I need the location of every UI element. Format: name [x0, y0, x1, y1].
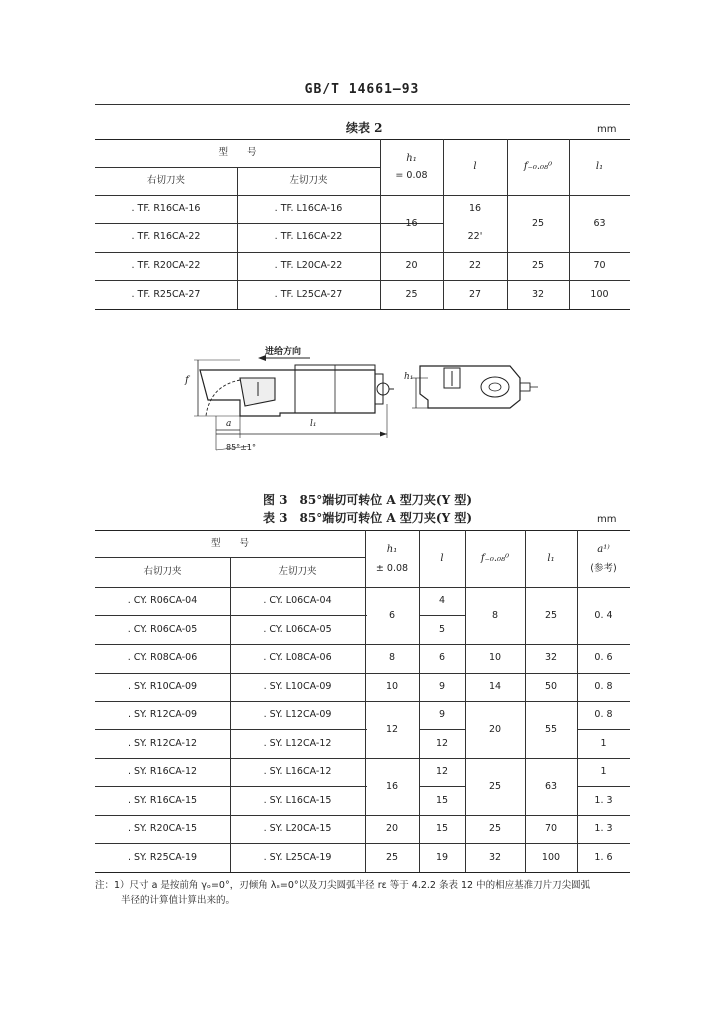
t3-row-left: . CY. L06CA-05	[263, 624, 332, 635]
table2-caption: 续表 2	[346, 121, 383, 135]
standard-header: GB/T 14661—93	[304, 82, 420, 97]
t3-header-h1: h₁	[386, 544, 398, 555]
footnote-line-2: 半径的计算值计算出来的。	[121, 895, 236, 906]
t3-header-ref: (参考)	[590, 563, 617, 574]
t2-row-left: . TF. L20CA-22	[274, 260, 343, 271]
t3-cell-a: 0. 6	[594, 652, 613, 663]
t2-row-left: . TF. L16CA-16	[274, 203, 343, 214]
t3-cell-l: 12	[435, 738, 449, 749]
t3-cell-f: 14	[488, 681, 502, 692]
t2-cell-f: 25	[531, 218, 545, 229]
t3-cell-f: 32	[488, 852, 502, 863]
t2-row-right: . TF. R16CA-22	[131, 231, 201, 242]
t3-cell-f: 8	[491, 610, 499, 621]
h1-label: h₁	[404, 372, 414, 382]
holder-end-view	[420, 366, 520, 408]
t2-cell-l1: 63	[593, 218, 606, 229]
t3-cell-l1: 70	[544, 823, 558, 834]
table3-caption: 表 3 85°端切可转位 A 型刀夹(Y 型)	[263, 511, 472, 525]
t2-header-h1-tol: = 0.08	[395, 170, 428, 181]
t3-cell-l1: 55	[544, 724, 558, 735]
t3-cell-l: 15	[435, 795, 449, 806]
t3-header-right: 右切刀夹	[143, 566, 182, 577]
t2-header-f: f₋₀.₀₈⁰	[523, 161, 553, 172]
t3-header-l1: l₁	[547, 553, 555, 564]
t2-row-left: . TF. L25CA-27	[274, 289, 343, 300]
t2-cell-h1: 20	[405, 260, 418, 271]
t2-header-right: 右切刀夹	[146, 175, 185, 186]
t3-cell-h1: 6	[388, 610, 396, 621]
t2-cell-l1: 70	[593, 260, 606, 271]
t2-cell-l: 22	[468, 260, 482, 271]
feed-direction-label: 进给方向	[265, 347, 302, 357]
t3-cell-l1: 50	[544, 681, 558, 692]
t3-cell-f: 25	[488, 823, 502, 834]
t3-row-left: . SY. L12CA-12	[263, 738, 332, 749]
t3-cell-l: 12	[435, 766, 449, 777]
t3-row-left: . SY. L25CA-19	[263, 852, 332, 863]
t3-row-right: . SY. R20CA-15	[127, 823, 198, 834]
t3-cell-a: 1	[600, 738, 607, 749]
holder-body	[200, 370, 375, 416]
t2-row-right: . TF. R25CA-27	[131, 289, 201, 300]
t3-cell-l1: 32	[544, 652, 558, 663]
t3-cell-l: 5	[438, 624, 446, 635]
t3-row-right: . SY. R25CA-19	[127, 852, 198, 863]
t3-cell-l: 9	[438, 681, 446, 692]
t3-cell-a: 1. 3	[594, 795, 613, 806]
t2-cell-f: 25	[531, 260, 545, 271]
t3-cell-h1: 10	[385, 681, 399, 692]
table2-unit: mm	[597, 124, 617, 135]
t3-row-left: . SY. L10CA-09	[263, 681, 332, 692]
t3-cell-h1: 16	[385, 781, 399, 792]
t3-cell-a: 0. 4	[594, 610, 613, 621]
t3-header-l: l	[440, 553, 444, 564]
t3-header-left: 左切刀夹	[278, 566, 317, 577]
a-label: a	[226, 419, 232, 429]
t3-cell-h1: 20	[385, 823, 399, 834]
t2-cell-f: 32	[531, 289, 545, 300]
t3-cell-a: 1	[600, 766, 607, 777]
t3-cell-l1: 25	[544, 610, 558, 621]
t3-row-right: . SY. R16CA-15	[127, 795, 198, 806]
t3-row-left: . CY. L08CA-06	[263, 652, 332, 663]
footnote-line-1: 注：1）尺寸 a 是按前角 γₒ=0°，刃倾角 λₛ=0°以及刀尖圆弧半径 rε 等于 4.2.2 条表 12 中的相应基准刀片刀尖圆弧	[95, 880, 591, 891]
t3-cell-a: 1. 3	[594, 823, 613, 834]
t3-cell-l: 4	[438, 595, 446, 606]
t2-header-model: 型 号	[218, 147, 257, 158]
t3-row-right: . CY. R06CA-05	[127, 624, 198, 635]
t2-row-right: . TF. R20CA-22	[131, 260, 201, 271]
t3-cell-f: 10	[488, 652, 502, 663]
t3-cell-f: 25	[488, 781, 502, 792]
t3-row-right: . SY. R12CA-09	[127, 709, 198, 720]
t2-cell-l1: 100	[590, 289, 609, 300]
t3-row-right: . SY. R16CA-12	[127, 766, 198, 777]
l1-label: l₁	[310, 419, 317, 429]
t3-cell-h1: 25	[385, 852, 399, 863]
header-rule	[95, 104, 630, 105]
table3-unit: mm	[597, 514, 617, 525]
t2-header-l: l	[473, 161, 477, 172]
t3-row-left: . CY. L06CA-04	[263, 595, 332, 606]
t3-cell-l1: 100	[541, 852, 561, 863]
t2-header-left: 左切刀夹	[289, 175, 328, 186]
f-label: f	[185, 375, 189, 386]
t2-cell-h1: 25	[405, 289, 418, 300]
t3-header-f: f₋₀.₀₈⁰	[480, 553, 510, 564]
t3-row-left: . SY. L16CA-12	[263, 766, 332, 777]
t2-cell-l: 27	[468, 289, 482, 300]
t3-header-h1-tol: ± 0.08	[375, 563, 409, 574]
t3-cell-l: 9	[438, 709, 446, 720]
t2-row-right: . TF. R16CA-16	[131, 203, 201, 214]
t2-row-left: . TF. L16CA-22	[274, 231, 343, 242]
t3-cell-h1: 12	[385, 724, 399, 735]
t3-cell-l: 15	[435, 823, 449, 834]
t3-row-left: . SY. L12CA-09	[263, 709, 332, 720]
angle-label: 85°±1°	[226, 443, 256, 452]
t2-cell-h1: 16	[405, 218, 418, 229]
t3-row-left: . SY. L16CA-15	[263, 795, 332, 806]
t2-cell-l: 16	[468, 203, 482, 214]
t3-cell-l: 19	[435, 852, 449, 863]
t2-cell-l: 22'	[467, 231, 483, 242]
t3-row-right: . SY. R12CA-12	[127, 738, 198, 749]
t3-row-right: . CY. R08CA-06	[127, 652, 198, 663]
t3-cell-l1: 63	[544, 781, 558, 792]
t3-cell-f: 20	[488, 724, 502, 735]
t3-cell-h1: 8	[388, 652, 396, 663]
figure3-caption: 图 3 85°端切可转位 A 型刀夹(Y 型)	[263, 493, 472, 507]
t3-header-a: a¹⁾	[597, 544, 610, 555]
t2-header-h1: h₁	[406, 153, 417, 164]
t3-cell-a: 0. 8	[594, 681, 613, 692]
t3-cell-a: 0. 8	[594, 709, 613, 720]
t3-row-right: . CY. R06CA-04	[127, 595, 198, 606]
t3-row-right: . SY. R10CA-09	[127, 681, 198, 692]
t3-cell-l: 6	[438, 652, 446, 663]
t2-header-l1: l₁	[595, 161, 604, 172]
t3-cell-a: 1. 6	[594, 852, 613, 863]
t3-row-left: . SY. L20CA-15	[263, 823, 332, 834]
t3-header-model: 型 号	[210, 538, 249, 549]
